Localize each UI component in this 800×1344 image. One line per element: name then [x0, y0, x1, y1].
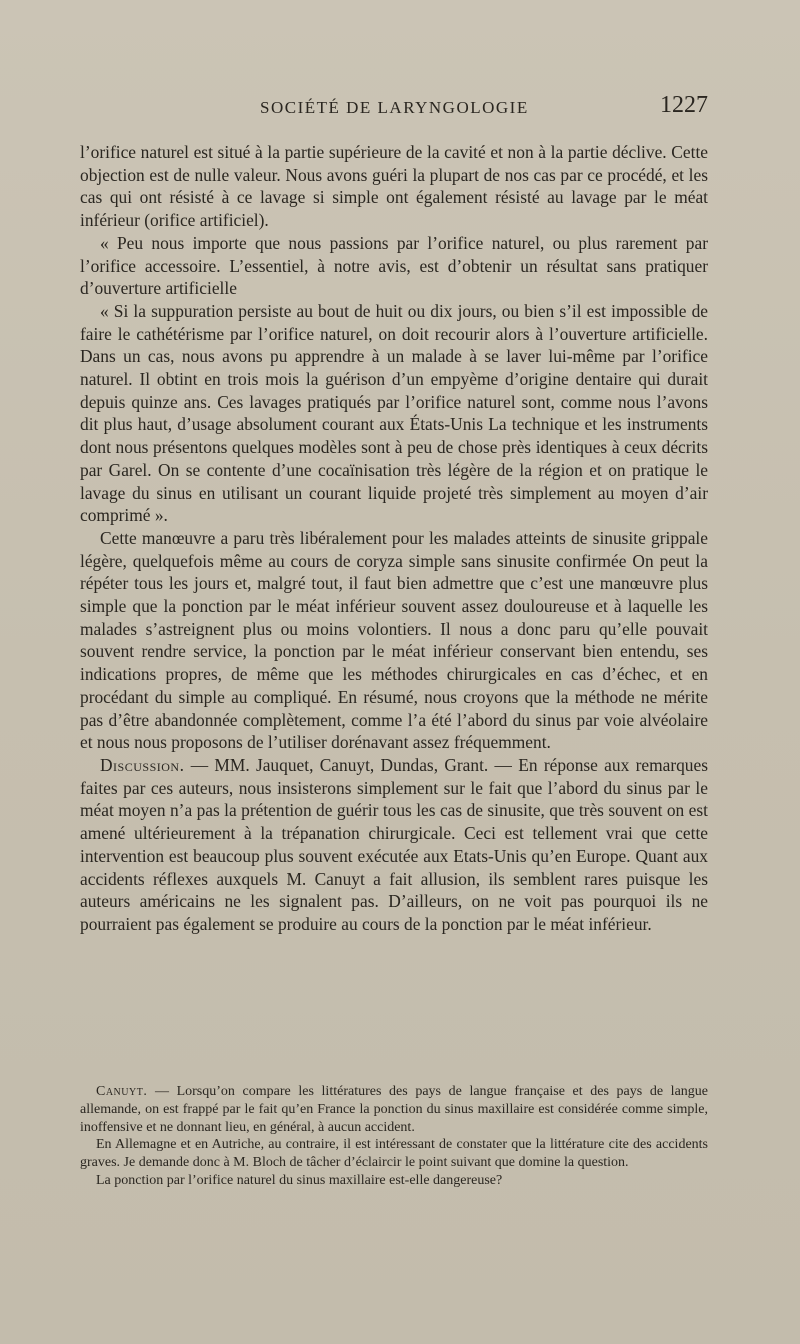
paragraph-2: « Peu nous importe que nous passions par l’orifice naturel, ou plus rarement par l’orifice accessoire. L’essentiel, à notre avis, est d’obtenir un résultat sans pratiquer d’ouverture artificielle — [80, 232, 708, 299]
page-header — [80, 92, 708, 122]
paragraph-3: « Si la suppuration persiste au bout de huit ou dix jours, ou bien s’il est impossible de faire le cathétérisme par l’orifice naturel, on doit recourir alors à l’ouverture artificielle. Dans un cas, nous avons pu apprendre à un malade à se laver lui-même par l’orifice naturel. Il obtint en trois mois la guérison d’un empyème d’origine dentaire qui durait depuis quinze ans. Ces lavages pratiqués par l’orifice naturel sont, comme nous l’avons dit plus haut, d’usage absolument courant aux États-Unis La technique et les instruments dont nous présentons quelques modèles sont à peu de chose près identiques à ceux décrits par Garel. On se contente d’une cocaïnisation très légère de la région et on pratique le lavage du sinus en utilisant un courant liquide projeté très simplement au moyen d’air comprimé ». — [80, 300, 708, 526]
running-head: SOCIÉTÉ DE LARYNGOLOGIE — [260, 98, 529, 117]
footnote-text-1: — Lorsqu’on compare les littératures des pays de langue française et des pays de langue allemande, on est frappé par le fait qu’en France la ponction du sinus maxillaire est considérée comme simple, inoffensive et ne donnant lieu, en général, à aucun accident. — [80, 1084, 708, 1135]
paragraph-1: l’orifice naturel est situé à la partie supérieure de la cavité et non à la partie déclive. Cette objection est de nulle valeur. Nous avons guéri la plupart de nos cas par ce procédé, et les cas qui ont résisté à ce lavage si simple ont également résisté au lavage par le méat inférieur (orifice artificiel). — [80, 142, 708, 231]
discussion-label: Discussion. — [100, 754, 185, 775]
footnote-author: Canuyt. — [96, 1084, 148, 1099]
discussion-text: — MM. Jauquet, Canuyt, Dundas, Grant. — En réponse aux remarques faites par ces auteurs, nous insisterons simplement sur le fait que l’abord du sinus par le méat moyen n’a pas la prétention de guérir tous les cas de sinusite, que très souvent on est amené ultérieurement à la trépanation chirurgicale. Ceci est tellement vrai que cette intervention est beaucoup plus souvent exécutée aux Etats-Unis qu’en Europe. Quant aux accidents réflexes auxquels M. Canuyt a fait allusion, ils semblent rares puisque les auteurs américains ne les signalent pas. D’ailleurs, on ne voit pas pourquoi ils ne pourraient pas également se produire au cours de la ponction par le méat inférieur. — [80, 754, 708, 934]
footnote-block — [80, 1083, 708, 1190]
paragraph-discussion — [80, 754, 708, 936]
footnote-paragraph-3: La ponction par l’orifice naturel du sinus maxillaire est-elle dangereuse? — [96, 1172, 503, 1188]
footnote-paragraph-2: En Allemagne et en Autriche, au contraire, il est intéressant de constater que la littérature cite des accidents graves. Je demande donc à M. Bloch de tâcher d’éclaircir le point suivant que domine la question. — [80, 1137, 708, 1171]
footnote-paragraph-1 — [80, 1083, 708, 1136]
page-number: 1227 — [660, 92, 708, 118]
main-text — [80, 141, 708, 936]
paragraph-4: Cette manœuvre a paru très libéralement pour les malades atteints de sinusite grippale légère, quelquefois même au cours de coryza simple sans sinusite confirmée On peut la répéter tous les jours et, malgré tout, il faut bien admettre que c’est une manœuvre plus simple que la ponction par le méat inférieur souvent assez douloureuse et à laquelle les malades s’astreignent plus ou moins volontiers. Il nous a donc paru qu’elle pouvait souvent rendre service, la ponction par le méat inférieur conservant bien entendu, ses indications propres, de même que les méthodes chirurgicales en cas d’échec, et en procédant du simple au compliqué. En résumé, nous croyons que la méthode ne mérite pas d’être abandonnée complètement, comme l’a été l’abord du sinus par voie alvéolaire et nous nous proposons de l’utiliser dorénavant assez fréquemment. — [80, 527, 708, 753]
